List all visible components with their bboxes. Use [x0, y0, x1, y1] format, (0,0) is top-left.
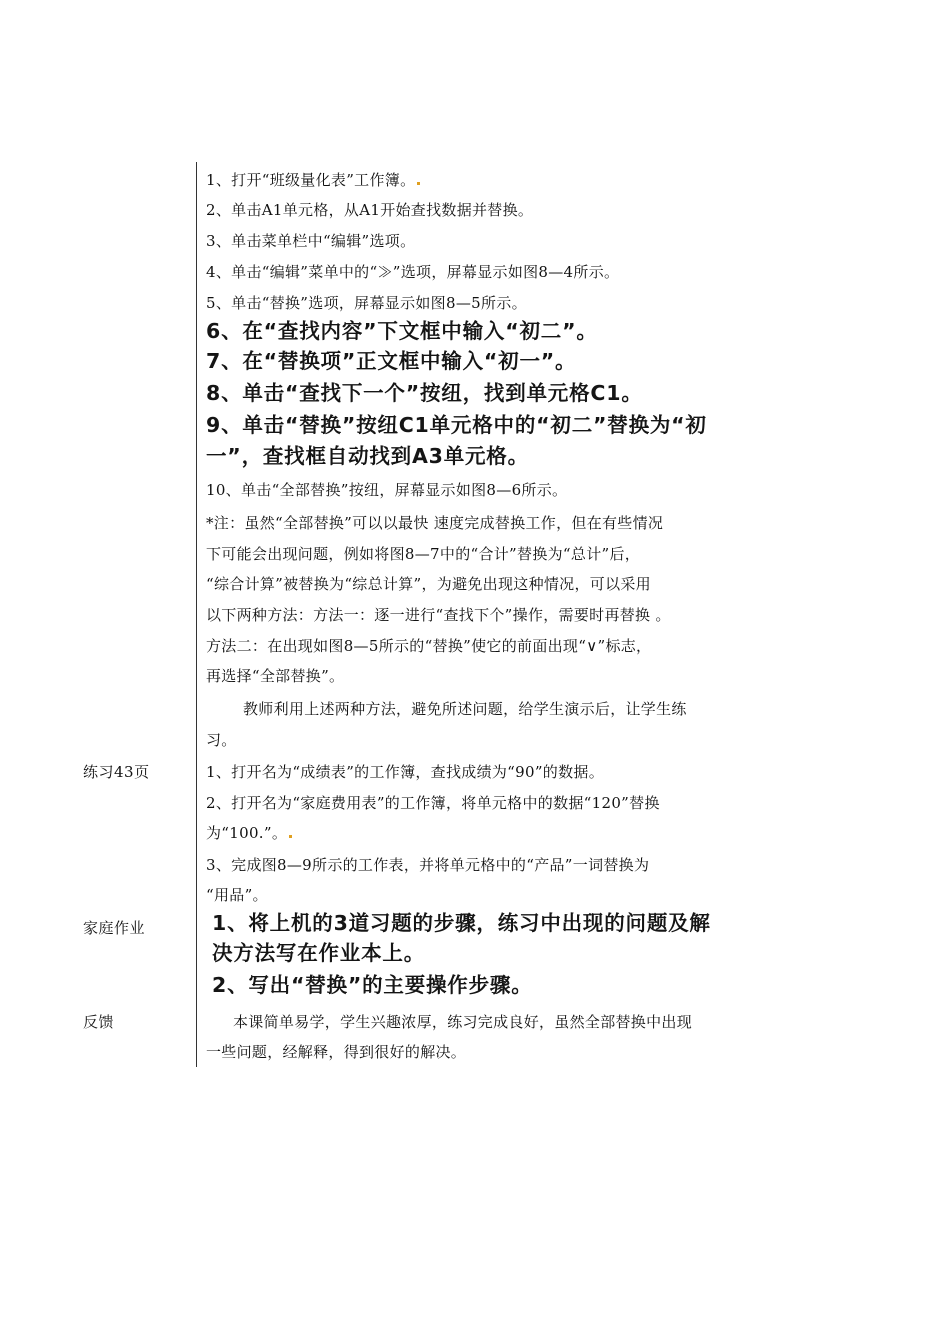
practice-label: 练习43页: [83, 763, 150, 781]
practice-line: “用品”。: [206, 886, 268, 904]
step-line-large: 8、单击“查找下一个”按纽，找到单元格C1。: [206, 381, 643, 405]
step-line-large: 7、在“替换项”正文框中输入“初一”。: [206, 349, 577, 373]
feedback-line: 一些问题，经解释，得到很好的解决。: [206, 1043, 467, 1061]
step-line-large: 6、在“查找内容”下文框中输入“初二”。: [206, 319, 598, 343]
teacher-line: 教师利用上述两种方法，避免所述问题，给学生演示后，让学生练: [243, 700, 687, 718]
note-line: 以下两种方法：方法一：逐一进行“查找下个”操作，需要时再替换 。: [206, 606, 671, 624]
step-line: 4、单击“编辑”菜单中的“≫”选项，屏幕显示如图8—4所示。: [206, 263, 620, 281]
teacher-line: 习。: [206, 731, 237, 749]
practice-line: 3、完成图8—9所示的工作表，并将单元格中的“产品”一词替换为: [206, 856, 650, 874]
homework-label: 家庭作业: [83, 919, 146, 937]
step-line: 2、单击A1单元格，从A1开始查找数据并替换。: [206, 201, 534, 219]
feedback-label: 反馈: [83, 1013, 115, 1031]
homework-line: 1、将上机的3道习题的步骤，练习中出现的问题及解: [212, 911, 711, 935]
note-line: 下可能会出现问题，例如将图8—7中的“合计”替换为“总计”后，: [206, 545, 641, 563]
table-divider-line: [196, 162, 197, 1067]
practice-line: 为“100.”。: [206, 823, 746, 843]
step-line: 10、单击“全部替换”按纽，屏幕显示如图8—6所示。: [206, 481, 568, 499]
homework-line: 决方法写在作业本上。: [212, 941, 425, 965]
practice-line: 2、打开名为“家庭费用表”的工作簿，将单元格中的数据“120”替换: [206, 794, 660, 812]
note-line: 再选择“全部替换”。: [206, 667, 345, 685]
note-line: “综合计算”被替换为“综总计算”，为避免出现这种情况，可以采用: [206, 575, 651, 593]
mark-dot: [417, 182, 420, 185]
step-line: 3、单击菜单栏中“编辑”选项。: [206, 232, 416, 250]
note-line: *注：虽然“全部替换”可以以最快 速度完成替换工作，但在有些情况: [206, 514, 664, 532]
practice-line: 1、打开名为“成绩表”的工作簿，查找成绩为“90”的数据。: [206, 763, 605, 781]
mark-dot: [289, 835, 292, 838]
step-line-large: 一”，查找框自动找到A3单元格。: [206, 444, 529, 468]
note-line: 方法二：在出现如图8—5所示的“替换”使它的前面出现“∨”标志，: [206, 637, 652, 655]
homework-line: 2、写出“替换”的主要操作步骤。: [212, 973, 533, 997]
step-line: 1、打开“班级量化表”工作簿。: [206, 170, 746, 190]
step-line: 5、单击“替换”选项，屏幕显示如图8—5所示。: [206, 294, 527, 312]
feedback-line: 本课简单易学，学生兴趣浓厚，练习完成良好，虽然全部替换中出现: [233, 1013, 693, 1031]
step-line-large: 9、单击“替换”按纽C1单元格中的“初二”替换为“初: [206, 413, 707, 437]
